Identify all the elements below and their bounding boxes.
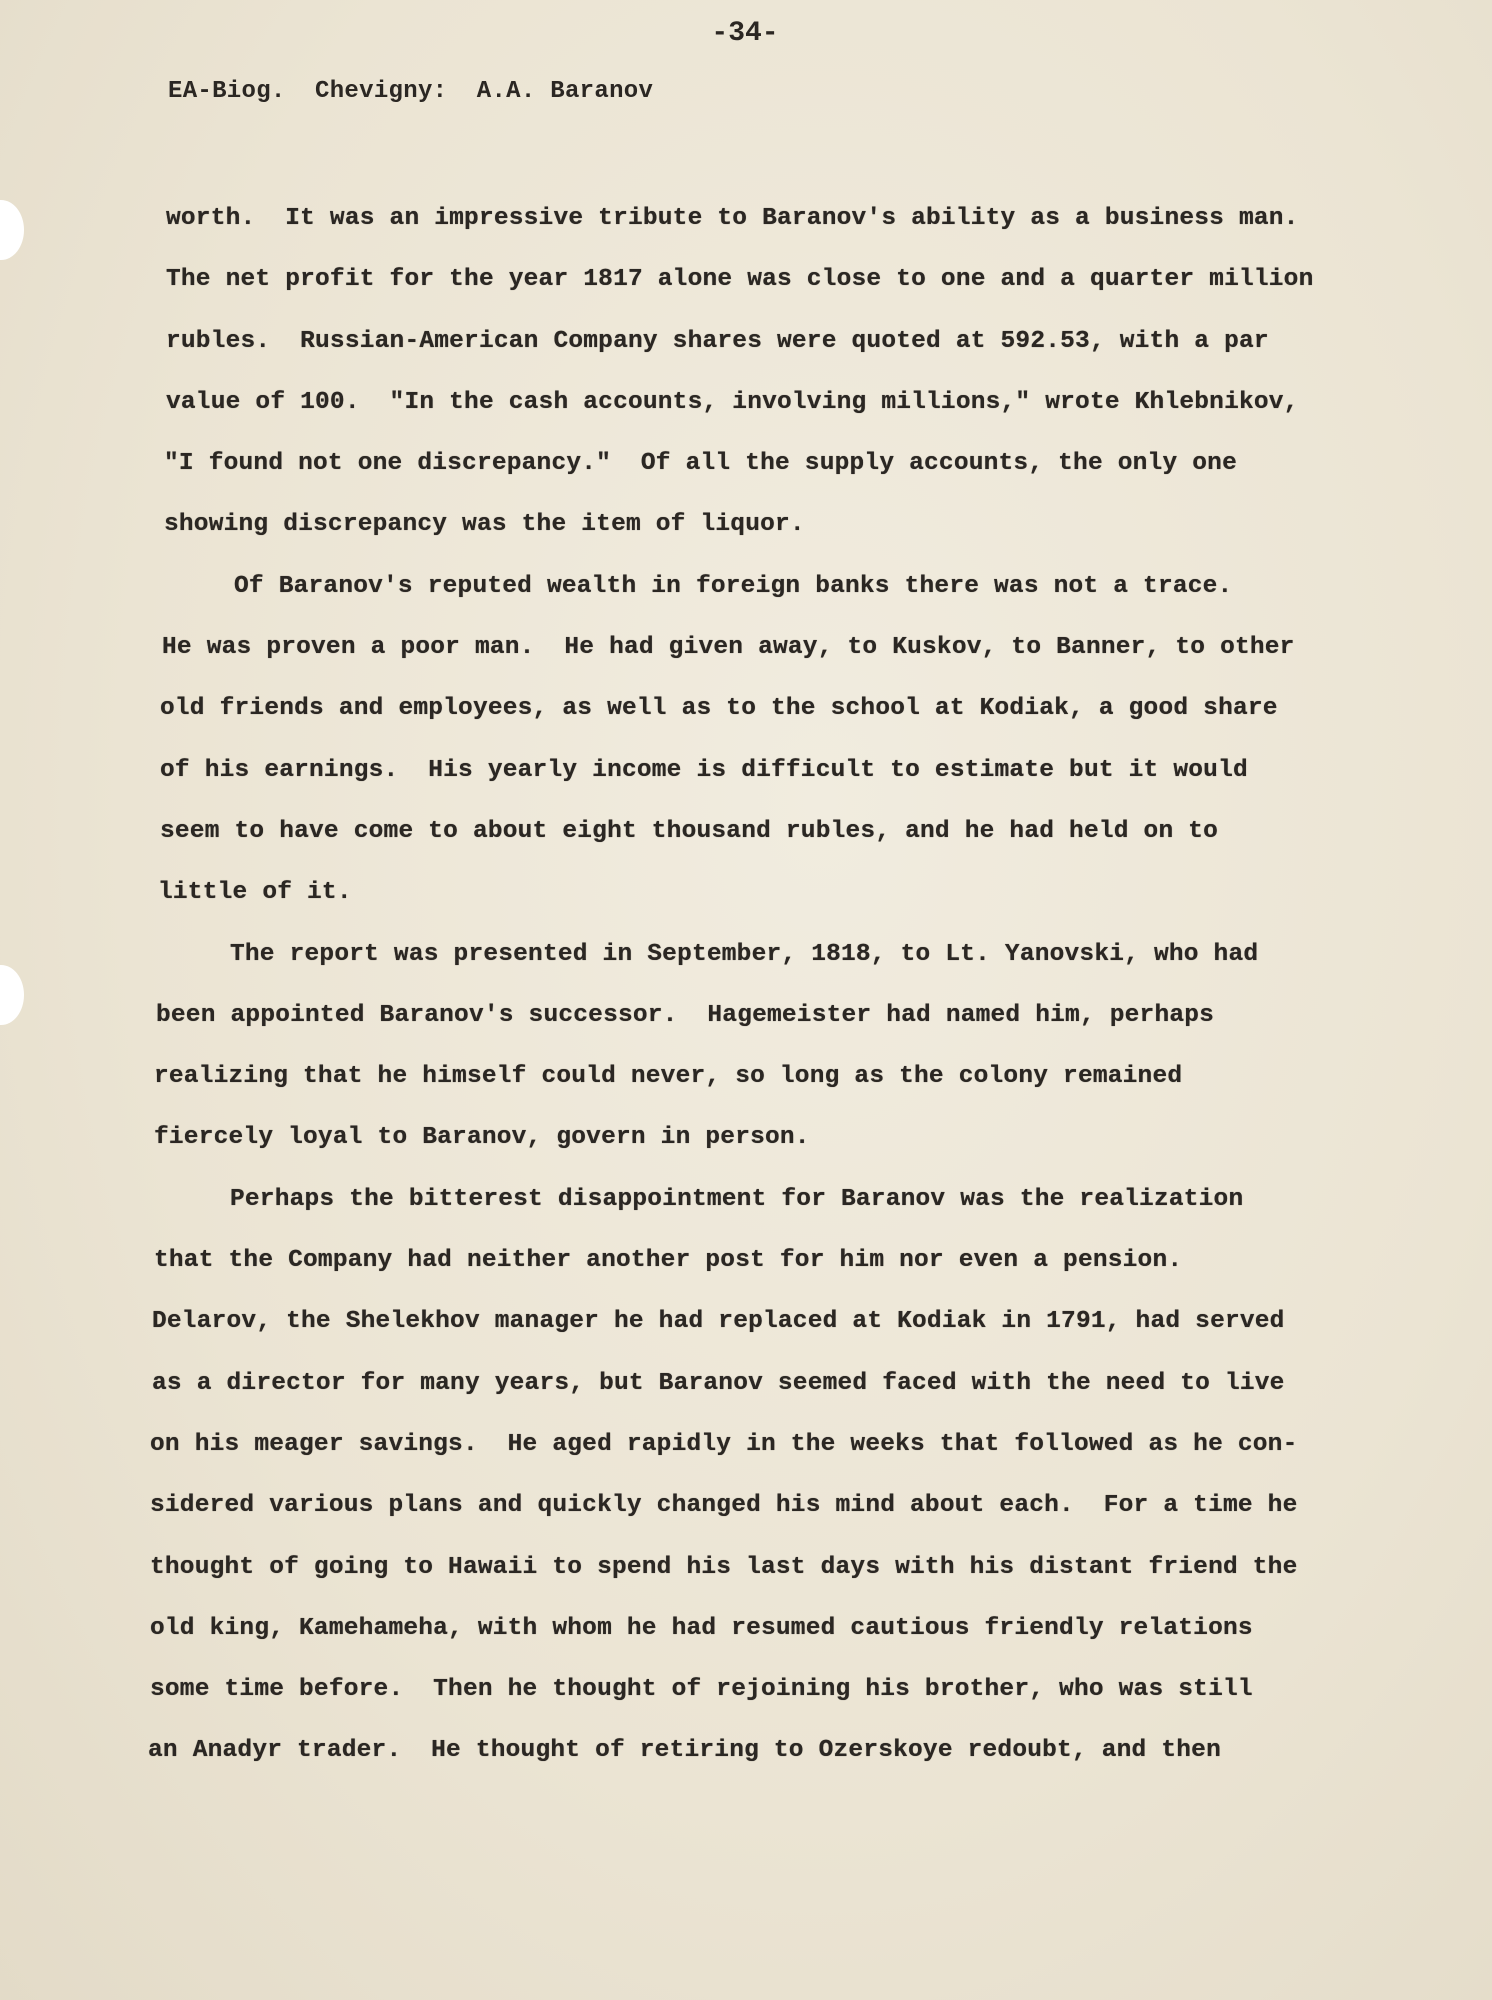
- text-line: old friends and employees, as well as to the school at Kodiak, a good share: [160, 695, 1278, 723]
- running-header: EA-Biog. Chevigny: A.A. Baranov: [168, 78, 654, 105]
- paragraph-first-line: The report was presented in September, 1818, to Lt. Yanovski, who had: [230, 940, 1259, 968]
- text-line: little of it.: [158, 879, 352, 907]
- text-line: as a director for many years, but Baranov seemed faced with the need to live: [152, 1369, 1285, 1397]
- page-number: -34-: [711, 18, 779, 49]
- text-line: realizing that he himself could never, so long as the colony remained: [154, 1063, 1183, 1091]
- text-line: rubles. Russian-American Company shares were quoted at 592.53, with a par: [166, 327, 1269, 355]
- text-line: showing discrepancy was the item of liquor.: [164, 511, 805, 539]
- text-line: sidered various plans and quickly changed his mind about each. For a time he: [150, 1492, 1298, 1520]
- text-line: The net profit for the year 1817 alone was close to one and a quarter million: [166, 266, 1314, 294]
- text-line: of his earnings. His yearly income is difficult to estimate but it would: [160, 756, 1248, 784]
- punch-hole: [0, 965, 24, 1025]
- paragraph-first-line: Perhaps the bitterest disappointment for Baranov was the realization: [230, 1185, 1244, 1213]
- body-text: [150, 202, 1370, 1796]
- text-line: seem to have come to about eight thousand rubles, and he had held on to: [160, 817, 1219, 845]
- text-line: value of 100. "In the cash accounts, involving millions," wrote Khlebnikov,: [166, 388, 1299, 416]
- text-line: fiercely loyal to Baranov, govern in person.: [154, 1124, 810, 1152]
- text-line: some time before. Then he thought of rejoining his brother, who was still: [150, 1676, 1253, 1704]
- text-line: worth. It was an impressive tribute to Baranov's ability as a business man.: [166, 205, 1299, 232]
- paragraph-first-line: Of Baranov's reputed wealth in foreign banks there was not a trace.: [234, 572, 1233, 600]
- text-line: "I found not one discrepancy." Of all the supply accounts, the only one: [164, 450, 1237, 478]
- text-line: been appointed Baranov's successor. Hagemeister had named him, perhaps: [156, 1001, 1215, 1029]
- text-line: thought of going to Hawaii to spend his last days with his distant friend the: [150, 1553, 1298, 1581]
- text-line: on his meager savings. He aged rapidly in the weeks that followed as he con-: [150, 1430, 1298, 1458]
- text-line: Delarov, the Shelekhov manager he had replaced at Kodiak in 1791, had served: [152, 1308, 1285, 1336]
- text-line: that the Company had neither another post for him nor even a pension.: [154, 1247, 1183, 1275]
- punch-hole: [0, 200, 24, 260]
- text-line: He was proven a poor man. He had given away, to Kuskov, to Banner, to other: [162, 634, 1295, 662]
- text-line: old king, Kamehameha, with whom he had resumed cautious friendly relations: [150, 1614, 1253, 1642]
- text-line: an Anadyr trader. He thought of retiring to Ozerskoye redoubt, and then: [148, 1737, 1221, 1765]
